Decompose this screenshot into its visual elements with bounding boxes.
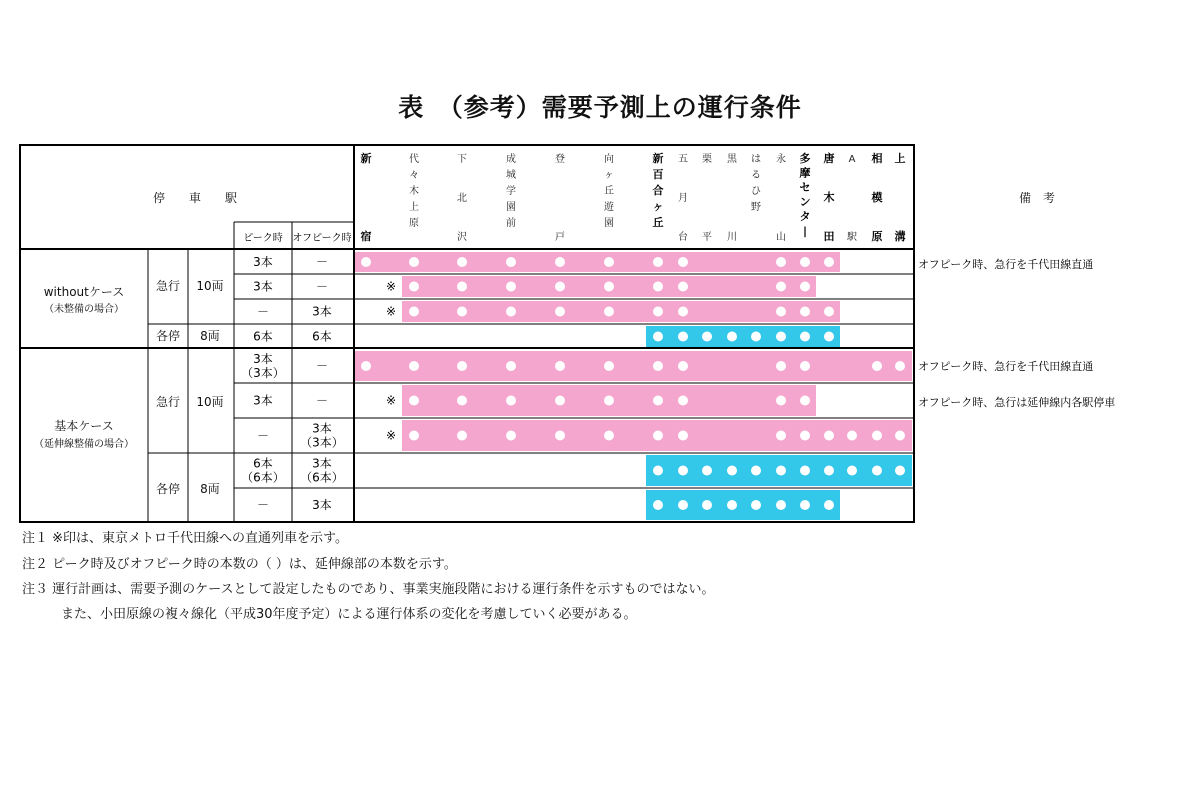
stop-dot xyxy=(702,332,712,342)
svg-text:A: A xyxy=(848,154,856,165)
stop-dot xyxy=(727,500,737,510)
offpeak-count: 3本 xyxy=(312,304,332,319)
note-3-continued: また、小田原線の複々線化（平成30年度予定）による運行体系の変化を考慮していく必要がある。 xyxy=(22,607,637,622)
stop-dot xyxy=(678,307,688,317)
stop-dot xyxy=(776,307,786,317)
svg-text:園: 園 xyxy=(506,202,516,213)
local-band xyxy=(646,490,840,520)
stop-dot xyxy=(457,257,467,267)
stop-dot xyxy=(409,307,419,317)
svg-text:永: 永 xyxy=(776,154,786,165)
stop-dot xyxy=(776,500,786,510)
svg-text:遊: 遊 xyxy=(604,202,614,213)
svg-text:上: 上 xyxy=(894,152,906,165)
stop-dot xyxy=(409,361,419,371)
svg-text:丘: 丘 xyxy=(604,186,614,197)
stop-dot xyxy=(678,466,688,476)
offpeak-count-extension: （3本） xyxy=(300,435,344,450)
stop-dot xyxy=(409,282,419,292)
svg-text:川: 川 xyxy=(727,232,737,243)
through-service-mark: ※ xyxy=(385,393,397,408)
peak-count-extension: （3本） xyxy=(241,366,285,380)
base-case-label: 基本ケース xyxy=(54,419,114,433)
station-label xyxy=(800,151,811,238)
stop-dot xyxy=(506,257,516,267)
stop-dot xyxy=(604,282,614,292)
svg-text:台: 台 xyxy=(678,232,688,243)
express-band xyxy=(402,420,840,451)
stop-dot xyxy=(895,466,905,476)
stop-dot xyxy=(800,257,810,267)
stop-dot xyxy=(555,307,565,317)
stop-dot xyxy=(895,361,905,371)
svg-text:沢: 沢 xyxy=(457,232,467,243)
stop-dot xyxy=(824,307,834,317)
stop-dot xyxy=(653,396,663,406)
svg-text:ヶ: ヶ xyxy=(652,200,664,213)
base-case-sublabel: （延伸線整備の場合） xyxy=(34,439,134,450)
stop-dot xyxy=(776,396,786,406)
station-label xyxy=(895,151,906,243)
note-2: 注２ ピーク時及びオフピーク時の本数の（ ）は、延伸線部の本数を示す。 xyxy=(22,557,457,572)
stop-dot xyxy=(702,466,712,476)
stop-dot xyxy=(751,500,761,510)
cars-ten-2: 10両 xyxy=(196,395,224,409)
express-band xyxy=(402,301,840,322)
svg-text:々: 々 xyxy=(409,170,419,181)
peak-count: － xyxy=(256,304,270,319)
station-label xyxy=(727,153,738,243)
svg-text:前: 前 xyxy=(506,218,516,229)
remarks-header: 備 考 xyxy=(1018,191,1056,205)
offpeak-count: 3本 xyxy=(312,456,332,471)
type-express-1: 急行 xyxy=(155,279,181,293)
stop-dot xyxy=(800,282,810,292)
station-label xyxy=(776,153,786,243)
offpeak-count: － xyxy=(315,359,329,373)
stop-dot xyxy=(653,307,663,317)
stop-dot xyxy=(506,431,516,441)
stop-dot xyxy=(653,257,663,267)
svg-text:新: 新 xyxy=(652,152,664,165)
station-label xyxy=(678,153,688,243)
svg-text:百: 百 xyxy=(652,168,664,181)
stop-dot xyxy=(776,431,786,441)
offpeak-count-extension: （6本） xyxy=(300,470,344,485)
type-local-1: 各停 xyxy=(155,329,181,343)
stop-dot xyxy=(776,466,786,476)
svg-text:黒: 黒 xyxy=(727,154,737,165)
offpeak-header: オフピーク時 xyxy=(292,233,352,244)
stop-dot xyxy=(776,332,786,342)
station-label xyxy=(846,154,857,243)
svg-text:新: 新 xyxy=(360,152,372,165)
stop-dot xyxy=(727,332,737,342)
station-label xyxy=(409,152,419,229)
offpeak-count: － xyxy=(315,255,329,269)
stop-dot xyxy=(872,361,882,371)
peak-header: ピーク時 xyxy=(243,233,283,244)
svg-text:野: 野 xyxy=(751,202,761,213)
station-label xyxy=(604,152,614,229)
through-service-mark: ※ xyxy=(385,428,397,443)
local-band xyxy=(646,455,840,486)
stop-dot xyxy=(776,257,786,267)
peak-count-extension: （6本） xyxy=(241,470,285,485)
stop-dot xyxy=(872,466,882,476)
stop-dot xyxy=(555,431,565,441)
station-label xyxy=(555,152,565,243)
svg-text:成: 成 xyxy=(506,154,516,165)
stop-dot xyxy=(555,396,565,406)
station-label xyxy=(653,151,664,229)
svg-text:セ: セ xyxy=(799,181,811,194)
svg-text:唐: 唐 xyxy=(823,152,835,165)
stop-dot xyxy=(678,282,688,292)
stop-dot xyxy=(678,396,688,406)
svg-text:宿: 宿 xyxy=(360,230,372,243)
svg-text:原: 原 xyxy=(409,218,419,229)
svg-text:合: 合 xyxy=(652,184,664,197)
station-label xyxy=(751,154,761,213)
stop-dot xyxy=(800,500,810,510)
stop-dot xyxy=(506,361,516,371)
peak-count: － xyxy=(256,428,270,443)
peak-count: 3本 xyxy=(253,279,273,294)
peak-count: 3本 xyxy=(253,255,273,269)
stop-dot xyxy=(800,466,810,476)
stop-dot xyxy=(653,332,663,342)
svg-text:木: 木 xyxy=(409,186,419,197)
type-local-2: 各停 xyxy=(155,482,181,496)
svg-text:向: 向 xyxy=(604,154,614,165)
svg-text:ヶ: ヶ xyxy=(604,170,614,181)
stop-dot xyxy=(409,431,419,441)
svg-text:原: 原 xyxy=(871,230,883,243)
svg-text:戸: 戸 xyxy=(555,232,565,243)
station-label xyxy=(872,151,884,243)
station-label xyxy=(824,151,835,243)
stop-dot xyxy=(457,431,467,441)
svg-text:上: 上 xyxy=(409,202,419,213)
svg-text:ン: ン xyxy=(799,195,811,209)
peak-count: 3本 xyxy=(253,352,273,366)
svg-text:多: 多 xyxy=(799,152,811,165)
stop-dot xyxy=(604,361,614,371)
svg-text:木: 木 xyxy=(823,191,835,204)
through-service-mark: ※ xyxy=(385,304,397,319)
stop-dot xyxy=(751,332,761,342)
stop-dot xyxy=(895,431,905,441)
type-express-2: 急行 xyxy=(155,395,181,409)
cars-ten-1: 10両 xyxy=(196,279,224,293)
stop-dot xyxy=(776,282,786,292)
local-band xyxy=(646,326,840,347)
station-label xyxy=(361,151,372,243)
remark-without-express: オフピーク時、急行を千代田線直通 xyxy=(918,258,1094,271)
stop-dot xyxy=(800,396,810,406)
stop-dot xyxy=(678,257,688,267)
page-title: 表 （参考）需要予測上の運行条件 xyxy=(398,93,802,122)
offpeak-count: － xyxy=(315,393,329,408)
stop-dot xyxy=(800,431,810,441)
stop-dot xyxy=(800,307,810,317)
note-1: 注１ ※印は、東京メトロ千代田線への直通列車を示す。 xyxy=(22,531,348,546)
stop-dot xyxy=(506,282,516,292)
svg-text:|: | xyxy=(802,224,808,238)
svg-text:栗: 栗 xyxy=(702,154,712,165)
stop-dot xyxy=(409,257,419,267)
stop-dot xyxy=(727,466,737,476)
stop-dot xyxy=(361,361,371,371)
stop-dot xyxy=(678,431,688,441)
svg-text:ひ: ひ xyxy=(751,186,761,197)
stop-dot xyxy=(604,257,614,267)
stop-dot xyxy=(824,257,834,267)
stop-dot xyxy=(555,257,565,267)
offpeak-count: 3本 xyxy=(312,421,332,436)
stop-dot xyxy=(604,431,614,441)
stop-dot xyxy=(604,396,614,406)
svg-text:登: 登 xyxy=(555,154,565,165)
stop-dot xyxy=(702,500,712,510)
stop-dot xyxy=(457,361,467,371)
stop-dot xyxy=(506,396,516,406)
peak-count: － xyxy=(256,498,270,512)
stop-dot xyxy=(653,361,663,371)
stop-dot xyxy=(555,361,565,371)
without-case-label: withoutケース xyxy=(43,285,125,299)
svg-text:山: 山 xyxy=(776,232,786,243)
cars-eight-1: 8両 xyxy=(200,329,220,343)
offpeak-count: 3本 xyxy=(312,498,332,512)
note-3: 注３ 運行計画は、需要予測のケースとして設定したものであり、事業実施段階における運行条件を示すものではない。 xyxy=(22,582,715,597)
svg-text:模: 模 xyxy=(871,191,883,204)
stop-dot xyxy=(800,361,810,371)
cars-eight-2: 8両 xyxy=(200,482,220,496)
stop-dot xyxy=(824,431,834,441)
svg-text:摩: 摩 xyxy=(799,166,811,180)
station-label xyxy=(457,153,467,243)
svg-text:タ: タ xyxy=(799,210,811,223)
stop-dot xyxy=(872,431,882,441)
express-band xyxy=(354,252,840,272)
stop-dot xyxy=(847,431,857,441)
stop-dot xyxy=(409,396,419,406)
svg-text:相: 相 xyxy=(871,152,883,165)
stop-dot xyxy=(555,282,565,292)
stop-dot xyxy=(457,396,467,406)
svg-text:月: 月 xyxy=(678,193,688,204)
remark-base-express-1: オフピーク時、急行を千代田線直通 xyxy=(918,360,1094,373)
through-service-mark: ※ xyxy=(385,279,397,294)
stop-dot xyxy=(653,282,663,292)
svg-text:駅: 駅 xyxy=(847,232,857,243)
stop-dot xyxy=(678,500,688,510)
stop-dot xyxy=(824,500,834,510)
svg-text:城: 城 xyxy=(506,170,516,181)
remark-base-express-2: オフピーク時、急行は延伸線内各駅停車 xyxy=(918,396,1116,409)
stop-dot xyxy=(751,466,761,476)
stop-dot xyxy=(457,282,467,292)
svg-text:学: 学 xyxy=(506,186,516,197)
stop-dot xyxy=(653,466,663,476)
stop-dot xyxy=(361,257,371,267)
stop-dot xyxy=(824,466,834,476)
stop-dot xyxy=(800,332,810,342)
station-label xyxy=(506,152,516,229)
without-case-sublabel: （未整備の場合） xyxy=(44,304,124,315)
stop-dot xyxy=(653,500,663,510)
svg-text:五: 五 xyxy=(678,154,688,165)
stop-dot xyxy=(604,307,614,317)
svg-text:下: 下 xyxy=(457,154,467,165)
stop-dot xyxy=(824,332,834,342)
express-band xyxy=(354,351,840,381)
stop-dot xyxy=(847,466,857,476)
svg-text:園: 園 xyxy=(604,218,614,229)
peak-count: 6本 xyxy=(253,329,273,344)
svg-text:る: る xyxy=(751,170,761,181)
stop-station-header: 停 車 駅 xyxy=(152,191,238,205)
stop-dot xyxy=(653,431,663,441)
svg-text:は: は xyxy=(751,154,761,165)
stop-dot xyxy=(678,332,688,342)
svg-text:平: 平 xyxy=(702,232,712,243)
peak-count: 3本 xyxy=(253,393,273,408)
peak-count: 6本 xyxy=(253,456,273,471)
svg-text:田: 田 xyxy=(823,230,835,243)
svg-text:丘: 丘 xyxy=(652,216,664,229)
svg-text:北: 北 xyxy=(457,193,467,204)
stop-dot xyxy=(776,361,786,371)
offpeak-count: － xyxy=(315,279,329,294)
offpeak-count: 6本 xyxy=(312,329,332,344)
svg-text:代: 代 xyxy=(409,154,419,165)
stop-dot xyxy=(506,307,516,317)
stop-dot xyxy=(457,307,467,317)
station-label xyxy=(702,153,712,243)
stop-dot xyxy=(678,361,688,371)
svg-text:溝: 溝 xyxy=(894,230,906,243)
